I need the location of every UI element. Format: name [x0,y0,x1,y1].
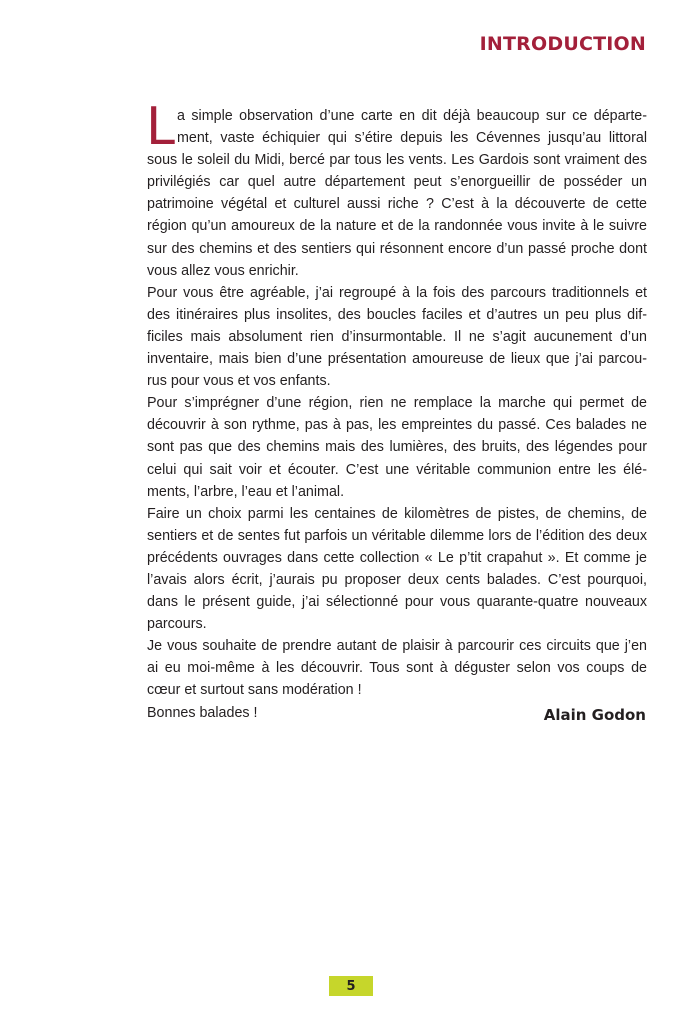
page-number-badge [329,976,373,996]
drop-cap: L [146,97,175,157]
paragraph-5: Je vous souhaite de prendre autant de plaisir à parcourir ces circuits que j’en ai eu moi-même à les découvrir. Tous sont à déguster selon vos coups de cœur et surtout sans modération ! [147,638,647,699]
paragraph-1 [146,97,647,282]
paragraph-3: Pour s’imprégner d’une région, rien ne remplace la marche qui permet de découvrir à son rythme, pas à pas, les empreintes du passé. Ces balades ne sont pas que des chemins mais des lumières, des bruits, des légendes pour celui qui sait voir et écouter. C’est une véritable communion entre les élé-ments, l’arbre, l’eau et l’animal. [147,395,647,500]
paragraph-4: Faire un choix parmi les centaines de kilomètres de pistes, de chemins, de sentiers et de sentes fut parfois un véritable dilemme lors de l’édition des deux précédents ouvrages dans cette collection « Le p’tit crapahut ». Et comme je l’avais alors écrit, j’aurais pu proposer deux cents balades. C’est pourquoi, dans le présent guide, j’ai sélectionné pour vous quarante-quatre nouveaux parcours. [147,505,647,633]
page-title: INTRODUCTION [479,33,646,55]
paragraph-2: Pour vous être agréable, j’ai regroupé à la fois des parcours traditionnels et des itinéraires plus insolites, des boucles faciles et d’autres un peu plus dif-ficiles mais absolument rien d’insurmontable. Il ne s’agit aucunement d’un inventaire, mais bien d’une présentation amoureuse de lieux que j’ai parcou-rus pour vous et vos enfants. [147,284,647,390]
introduction-body [146,97,647,724]
page-number: 5 [346,978,356,994]
paragraph-1-text: a simple observation d’une carte en dit déjà beaucoup sur ce départe-ment, vaste échiquier qui s’étire depuis les Cévennes jusqu’au littoral sous le soleil du Midi, bercé par tous les vents. Les Gardois sont vraiment des privilégiés car quel autre département peut s’enorgueillir de posséder un patrimoine végétal et culturel aussi riche ? C’est à la découverte de cette région qu’un amoureux de la nature et de la randonnée vous invite à le suivre sur des chemins et des sentiers qui résonnent encore d’un passé proche dont vous allez vous enrichir. [147,108,647,279]
author-signature: Alain Godon [543,706,646,724]
paragraph-6: Bonnes balades ! [147,704,258,721]
